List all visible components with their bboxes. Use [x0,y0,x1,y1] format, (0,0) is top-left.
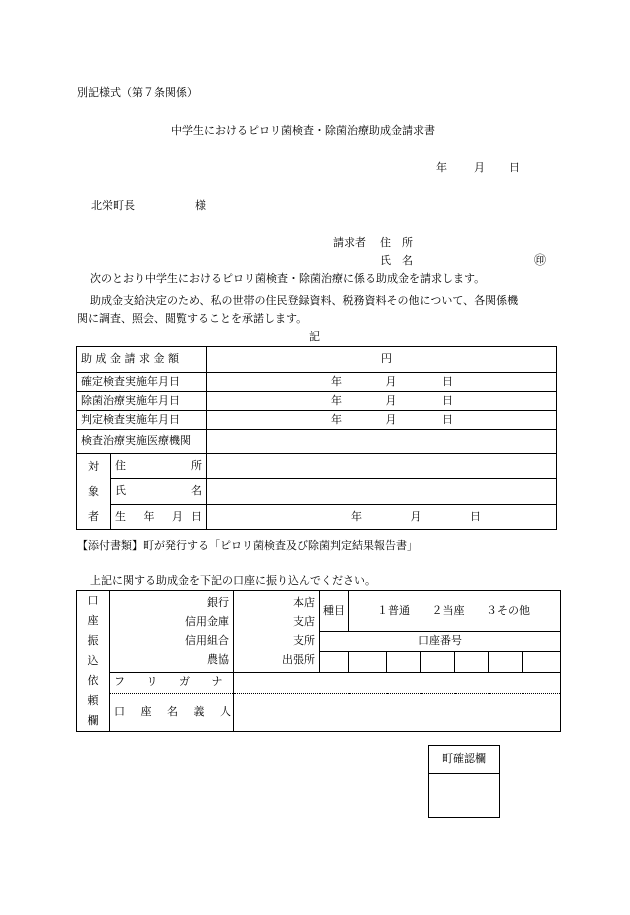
furigana-label: フ リ ガ ナ [110,672,234,693]
institution-label: 検査治療実施医療機関 [77,430,207,454]
subject-address-row [77,454,557,479]
amount-row [77,347,557,373]
furigana-field[interactable] [234,672,561,693]
document-title: 中学生におけるピロリ菌検査・除菌治療助成金請求書 [171,124,435,137]
claimant-address-label: 住 所 [380,236,413,249]
account-number-label: 口座番号 [320,631,561,651]
date-day: 日 [509,161,520,174]
digit-box[interactable] [421,652,455,672]
attachment-text: 町が発行する「ピロリ菌検査及び除菌判定結果報告書」 [143,539,418,552]
transfer-request-text: 上記に関する助成金を下記の口座に振り込んでください。 [90,574,376,587]
date-row-label: 判定検査実施年月日 [77,411,207,430]
institution-type-options[interactable]: 銀行 信用金庫 信用組合 農協 [110,591,234,673]
subject-name-field[interactable] [207,479,557,504]
attachment-label: 【添付書類】 [77,539,143,552]
body-paragraph-2-line-1: 助成金支給決定のため、私の世帯の住民登録資料、税務資料その他について、各関係機 [90,294,519,307]
town-confirmation-box [428,745,500,818]
date-row-label: 確定検査実施年月日 [77,373,207,392]
institution-row [77,430,557,454]
ki-heading: 記 [309,330,320,343]
date-row-field[interactable]: 年 月 日 [207,392,557,411]
confirm-label: 町確認欄 [429,746,500,774]
date-row [77,411,557,430]
addressee-name: 北栄町長 [91,199,135,212]
subject-address-field[interactable] [207,454,557,479]
digit-box[interactable] [320,652,349,672]
bank-account-table [76,590,561,732]
digit-box[interactable] [489,652,523,672]
subject-address-label: 住 所 [111,454,207,479]
subject-name-row [77,479,557,504]
date-row-field[interactable]: 年 月 日 [207,411,557,430]
subject-name-label: 氏 名 [111,479,207,504]
subject-header: 対 象 者 [77,454,111,530]
body-paragraph-1: 次のとおり中学生におけるピロリ菌検査・除菌治療に係る助成金を請求します。 [90,272,486,285]
digit-box[interactable] [349,652,387,672]
subject-birth-label: 生 年 月 日 [111,504,207,529]
amount-label: 助 成 金 請 求 金 額 [77,347,207,373]
digit-box[interactable] [387,652,421,672]
date-year: 年 [436,161,447,174]
holder-label: 口 座 名 義 人 [110,693,234,731]
date-row-label: 除菌治療実施年月日 [77,392,207,411]
date-row [77,392,557,411]
subject-birth-field[interactable]: 年 月 日 [207,504,557,529]
account-type-options[interactable]: １普通 ２当座 ３その他 [349,591,561,632]
furigana-row [77,672,561,693]
digit-box[interactable] [455,652,489,672]
date-row [77,373,557,392]
holder-field[interactable] [234,693,561,731]
yen-unit: 円 [381,352,393,366]
date-month: 月 [474,161,485,174]
claimant-name-label: 氏 名 [380,254,413,267]
branch-type-options[interactable]: 本店 支店 支所 出張所 [234,591,320,673]
institution-field[interactable] [207,430,557,454]
claimant-label: 請求者 [333,236,366,249]
attachment-note [77,540,418,553]
addressee-honorific: 様 [195,199,206,212]
date-row-field[interactable]: 年 月 日 [207,373,557,392]
digit-box[interactable] [523,652,561,672]
amount-field[interactable] [207,347,557,373]
holder-row [77,693,561,731]
claim-table [76,346,557,530]
subject-birth-row [77,504,557,529]
seal-mark: ㊞ [534,253,547,267]
account-type-label: 種目 [320,591,349,632]
body-paragraph-2-line-2: 関に調査、照会、閲覧することを承諾します。 [77,312,308,325]
form-reference: 別記様式（第７条関係） [77,86,198,99]
bank-side-header: 口 座 振 込 依 頼 欄 [77,591,110,732]
confirm-stamp-area[interactable] [429,774,500,818]
